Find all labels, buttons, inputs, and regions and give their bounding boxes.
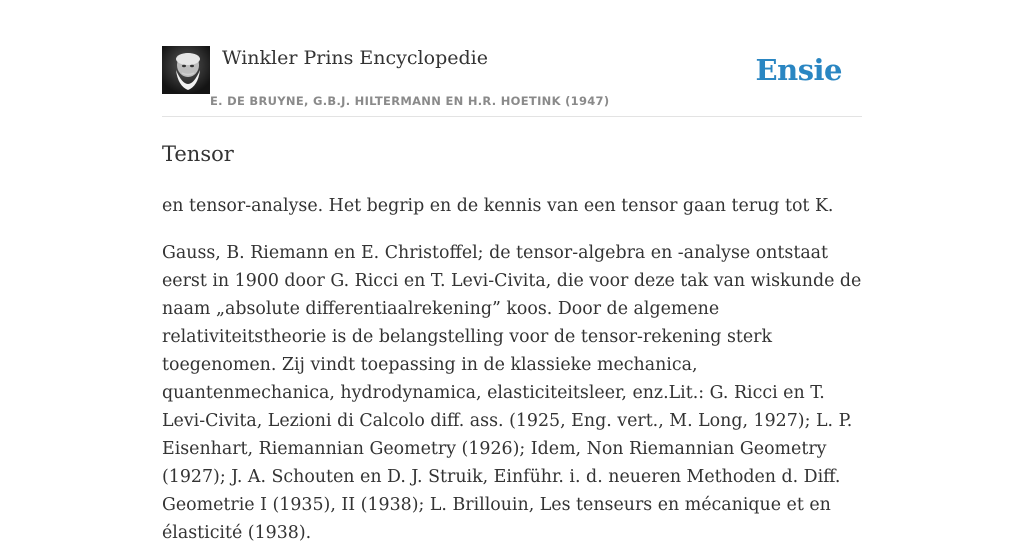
bearded-man-portrait-icon bbox=[162, 46, 210, 94]
article-paragraph-2: Gauss, B. Riemann en E. Christoffel; de tensor-algebra en -analyse ontstaat eerst in 1900 door G. Ricci en T. Levi-Civita, die voor deze tak van wiskunde de naam „absolute differentiaalrekening” koos. Door de algemene relativiteitstheorie is de belangstelling voor de tensor-rekening sterk toegenomen. Zij vindt toepassing in de klassieke mechanica, quantenmechanica, hydrodynamica, elasticiteitsleer, enz.Lit.: G. Ricci en T. Levi-Civita, Lezioni di Calcolo diff. ass. (1925, Eng. vert., M. Long, 1927); L. P. Eisenhart, Riemannian Geometry (1926); Idem, Non Riemannian Geometry (1927); J. A. Schouten en D. J. Struik, Einführ. i. d. neueren Methoden d. Diff. Geometrie I (1935), II (1938); L. Brillouin, Les tenseurs en mécanique et en élasticité (1938). bbox=[162, 243, 862, 543]
author-avatar[interactable] bbox=[162, 46, 210, 94]
article-paragraph-1: en tensor-analyse. Het begrip en de kennis van een tensor gaan terug tot K. bbox=[162, 196, 834, 216]
article-title: Tensor bbox=[162, 142, 234, 166]
site-header bbox=[162, 46, 862, 117]
authors-line: E. DE BRUYNE, G.B.J. HILTERMANN EN H.R. HOETINK (1947) bbox=[210, 94, 610, 108]
site-title[interactable]: Winkler Prins Encyclopedie bbox=[222, 47, 488, 69]
brand-logo[interactable]: Ensie bbox=[755, 53, 842, 87]
